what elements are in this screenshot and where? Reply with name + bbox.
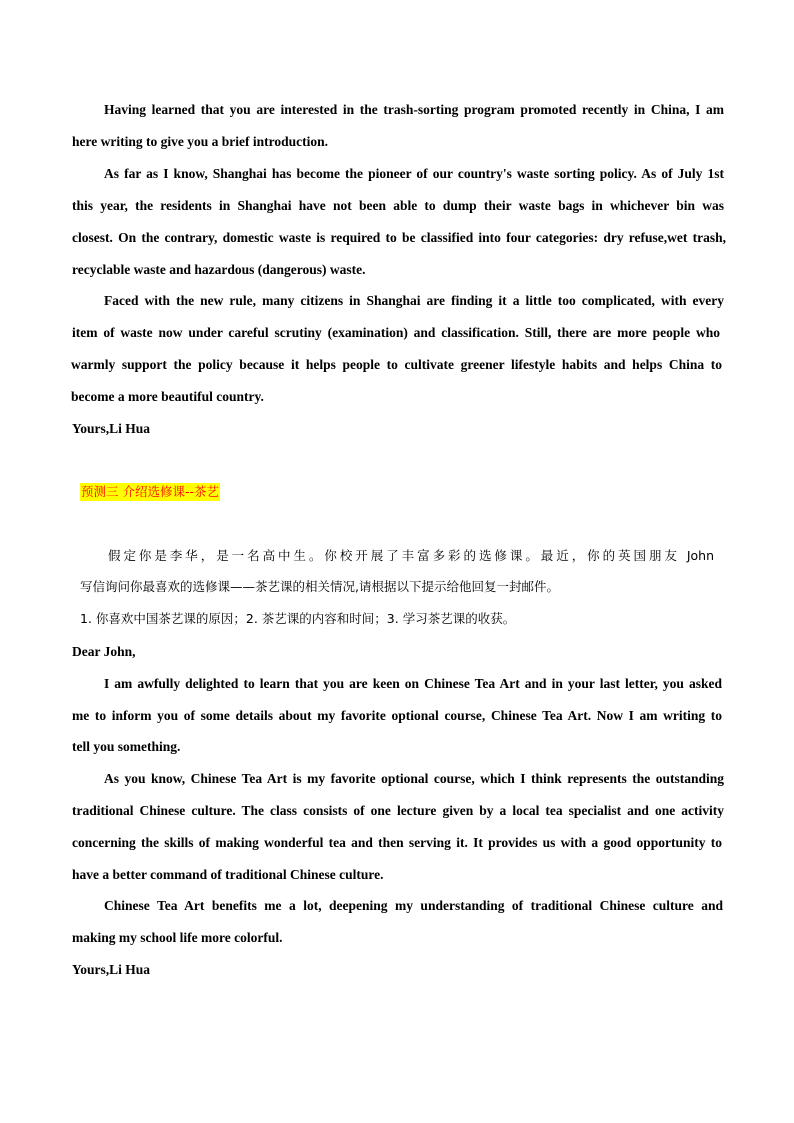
letter2-paragraph1-line: me to inform you of some details about my favorite optional course, Chinese Tea Art. Now I am writing to xyxy=(72,708,722,723)
letter2-paragraph2-line: As you know, Chinese Tea Art is my favorite optional course, which I think represents the outstanding xyxy=(104,771,724,786)
prompt-line: 假定你是李华，是一名高中生。你校开展了丰富多彩的选修课。最近，你的英国朋友 John xyxy=(108,548,714,563)
letter1-paragraph2-line: this year, the residents in Shanghai have not been able to dump their waste bags in whichever bin was xyxy=(72,198,724,213)
letter2-greeting: Dear John, xyxy=(72,644,136,659)
letter2-paragraph3-line: making my school life more colorful. xyxy=(72,930,283,945)
letter2-signature: Yours,Li Hua xyxy=(72,962,151,977)
letter2-paragraph3-line: Chinese Tea Art benefits me a lot, deepening my understanding of traditional Chinese culture and xyxy=(104,898,723,913)
letter1-paragraph3-line: become a more beautiful country. xyxy=(71,389,264,404)
prompt-line: 写信询问你最喜欢的选修课——茶艺课的相关情况,请根据以下提示给他回复一封邮件。 xyxy=(80,579,559,594)
letter1-paragraph2-line: recyclable waste and hazardous (dangerous) waste. xyxy=(72,262,366,277)
letter2-paragraph1-line: I am awfully delighted to learn that you are keen on Chinese Tea Art and in your last letter, you asked xyxy=(104,676,722,691)
section-heading: 预测三 介绍选修课--茶艺 xyxy=(81,484,219,499)
letter1-signature: Yours,Li Hua xyxy=(72,421,151,436)
letter2-paragraph2-line: have a better command of traditional Chinese culture. xyxy=(72,867,384,882)
letter1-paragraph2-line: As far as I know, Shanghai has become the pioneer of our country's waste sorting policy. As of July 1st xyxy=(104,166,724,181)
letter2-paragraph1-line: tell you something. xyxy=(72,739,181,754)
letter1-paragraph1-line: Having learned that you are interested in the trash-sorting program promoted recently in China, I am xyxy=(104,102,724,117)
prompt-hints-line: 1. 你喜欢中国茶艺课的原因；2. 茶艺课的内容和时间；3. 学习茶艺课的收获。 xyxy=(80,611,516,626)
letter1-paragraph3-line: item of waste now under careful scrutiny (examination) and classification. Still, there are more people who xyxy=(72,325,720,340)
letter1-paragraph1-line: here writing to give you a brief introduction. xyxy=(72,134,328,149)
letter1-paragraph3-line: Faced with the new rule, many citizens in Shanghai are finding it a little too complicated, with every xyxy=(104,293,724,308)
letter2-paragraph2-line: traditional Chinese culture. The class consists of one lecture given by a local tea specialist and one activity xyxy=(72,803,724,818)
letter1-paragraph2-line: closest. On the contrary, domestic waste is required to be classified into four categories: dry refuse,wet trash, xyxy=(72,230,726,245)
letter1-paragraph3-line: warmly support the policy because it helps people to cultivate greener lifestyle habits and helps China to xyxy=(71,357,722,372)
letter2-paragraph2-line: concerning the skills of making wonderful tea and then serving it. It provides us with a good opportunity to xyxy=(72,835,722,850)
